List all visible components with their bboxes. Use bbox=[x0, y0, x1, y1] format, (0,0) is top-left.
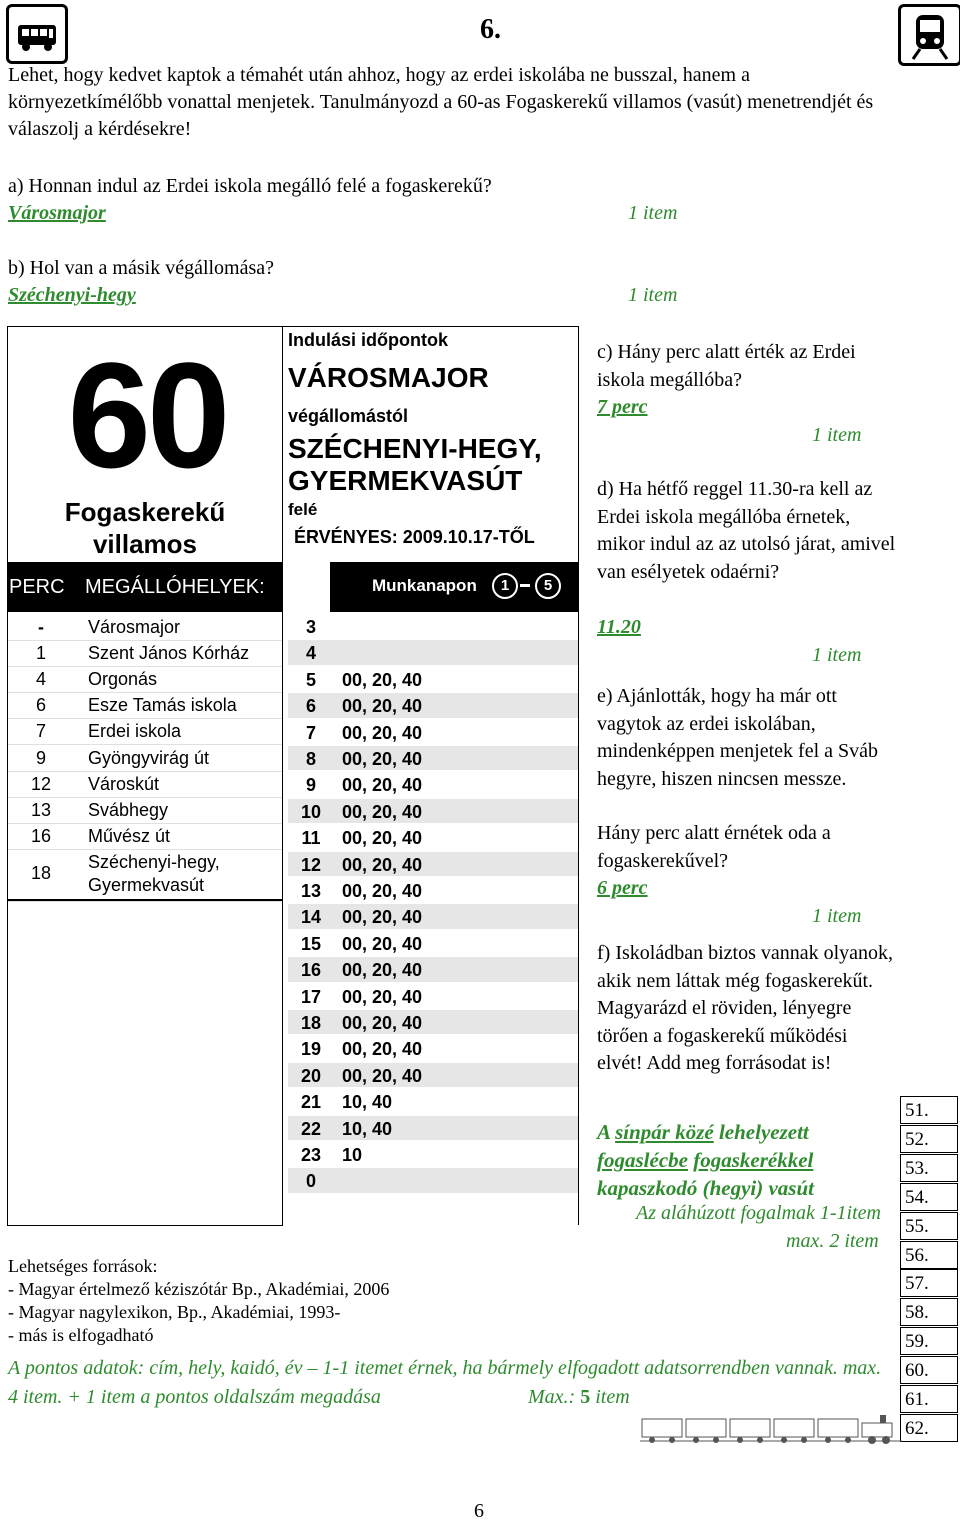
answer-text: kapaszkodó (hegyi) vasút bbox=[597, 1176, 814, 1200]
valid-from: ÉRVÉNYES: 2009.10.17-TŐL bbox=[294, 527, 535, 547]
score-b: 1 item bbox=[628, 284, 678, 306]
hour: 3 bbox=[305, 617, 316, 637]
answer-c: 7 perc bbox=[597, 396, 648, 418]
time-row bbox=[288, 984, 578, 1008]
stop-row bbox=[8, 718, 282, 745]
question-c: c) Hány perc alatt érték az Erdei iskola megállóba? bbox=[597, 341, 856, 391]
stop-row bbox=[8, 849, 282, 902]
from-station: VÁROSMAJOR bbox=[288, 362, 489, 393]
time-row bbox=[288, 772, 578, 796]
question-d: d) Ha hétfő reggel 11.30-ra kell az Erdei iskola megállóba érnetek, mikor indul az az utolsó járat, amivel van esélyetek odaérni? bbox=[597, 478, 896, 583]
to-station-2: GYERMEKVASÚT bbox=[288, 465, 523, 496]
number-box: 54. bbox=[900, 1183, 958, 1211]
stop-row bbox=[8, 640, 282, 667]
intro-text: Lehet, hogy kedvet kaptok a témahét után ahhoz, hogy az erdei iskolába ne busszal, hanem a környezetkímélőbb vonattal menjetek. Tanulmányozd a 60-as Fogaskerekű villamos (vasút) menetrendjét és válaszolj a kérdésekre! bbox=[8, 64, 874, 140]
stop-row bbox=[8, 797, 282, 824]
minutes: 00, 20, 40 bbox=[342, 1013, 423, 1033]
time-row bbox=[288, 931, 578, 955]
hour: 21 bbox=[300, 1092, 322, 1113]
note-f-1: Az aláhúzott fogalmak 1-1item bbox=[636, 1202, 881, 1224]
number-box: 60. bbox=[900, 1356, 958, 1384]
footer-max-number: 5 bbox=[580, 1386, 591, 1408]
stop-minutes: 12 bbox=[30, 773, 52, 794]
hour: 0 bbox=[305, 1171, 316, 1192]
stop-row bbox=[8, 745, 282, 772]
stops-header-bar bbox=[7, 562, 282, 612]
time-row bbox=[288, 1142, 578, 1166]
minutes: 00, 20, 40 bbox=[342, 881, 423, 901]
underlined-term: sínpár közé bbox=[615, 1120, 714, 1144]
minutes: 00, 20, 40 bbox=[342, 696, 423, 717]
footer-max-suffix: item bbox=[590, 1386, 630, 1408]
stop-name: Gyöngyvirág út bbox=[88, 747, 210, 768]
hour: 14 bbox=[300, 907, 322, 928]
hour: 7 bbox=[305, 722, 316, 743]
stops-bottom-line bbox=[8, 899, 282, 901]
number-box: 56. bbox=[900, 1241, 958, 1269]
stop-row bbox=[8, 692, 282, 719]
answer-text: A bbox=[597, 1120, 616, 1144]
minutes: 00, 20, 40 bbox=[342, 801, 423, 822]
footer-max bbox=[528, 1386, 630, 1409]
minutes: 00, 20, 40 bbox=[342, 1065, 423, 1086]
time-row bbox=[288, 614, 578, 638]
minutes: 10 bbox=[342, 1145, 363, 1165]
minutes: 10, 40 bbox=[342, 1118, 393, 1139]
hour: 8 bbox=[305, 749, 316, 769]
page-number-bottom: 6 bbox=[474, 1500, 484, 1522]
hour: 19 bbox=[300, 1039, 322, 1060]
minutes: 00, 20, 40 bbox=[342, 986, 423, 1007]
minutes: 00, 20, 40 bbox=[342, 828, 423, 849]
minutes: 00, 20, 40 bbox=[342, 722, 423, 743]
hour: 23 bbox=[300, 1145, 322, 1165]
minutes: 00, 20, 40 bbox=[342, 749, 423, 769]
number-box: 53. bbox=[900, 1154, 958, 1182]
time-row bbox=[288, 640, 578, 664]
line-number: 60 bbox=[67, 331, 227, 499]
time-row bbox=[288, 957, 578, 981]
header-gap bbox=[282, 562, 331, 612]
hour: 18 bbox=[300, 1013, 322, 1033]
stop-minutes: 18 bbox=[30, 862, 52, 883]
stop-name: Szent János Kórház bbox=[88, 643, 250, 664]
minutes: 00, 20, 40 bbox=[342, 854, 423, 875]
answer-text: lehelyezett bbox=[713, 1120, 809, 1144]
time-row bbox=[288, 825, 578, 849]
stop-name: Művész út bbox=[88, 825, 171, 846]
stop-row bbox=[8, 614, 282, 641]
workday-label: Munkanapon bbox=[372, 576, 477, 595]
number-box: 52. bbox=[900, 1125, 958, 1153]
hour: 22 bbox=[300, 1118, 322, 1139]
to-suffix: felé bbox=[288, 500, 318, 519]
line-name bbox=[40, 496, 250, 560]
number-box: 55. bbox=[900, 1212, 958, 1240]
underlined-term: fogaskerékkel bbox=[693, 1148, 814, 1172]
stop-minutes: 6 bbox=[35, 695, 46, 716]
workday-header-bar bbox=[330, 562, 578, 612]
footer-line-2: 4 item. + 1 item a pontos oldalszám megadása bbox=[8, 1386, 381, 1408]
answer-e: 6 perc bbox=[597, 877, 648, 899]
minutes: 00, 20, 40 bbox=[342, 1039, 423, 1060]
hour: 5 bbox=[305, 669, 316, 690]
stop-name: Városmajor bbox=[88, 617, 181, 637]
question-e: e) Ajánlották, hogy ha már ott vagytok az erdei iskolában, mindenképpen menjetek fel a Sváb hegyre, hiszen nincsen messze. bbox=[597, 685, 879, 790]
source-2: - Magyar nagylexikon, Bp., Akadémiai, 1993- bbox=[8, 1302, 341, 1322]
number-box: 59. bbox=[900, 1327, 958, 1355]
time-row bbox=[288, 852, 578, 876]
hour: 13 bbox=[300, 881, 322, 901]
minutes: 10, 40 bbox=[342, 1092, 393, 1113]
sources-title: Lehetséges források: bbox=[8, 1256, 158, 1276]
number-box: 58. bbox=[900, 1298, 958, 1326]
time-row bbox=[288, 878, 578, 902]
footer-line-1: A pontos adatok: cím, hely, kaidó, év – 1-1 itemet érnek, ha bármely elfogadott adatsorrendben vannak. max. bbox=[8, 1357, 882, 1379]
minutes: 00, 20, 40 bbox=[342, 775, 423, 796]
time-row bbox=[288, 1168, 578, 1192]
question-e-2: Hány perc alatt érnétek oda a fogaskerekűvel? bbox=[597, 822, 831, 872]
answer-a: Városmajor bbox=[8, 202, 106, 224]
line-name-1: Fogaskerekű bbox=[64, 497, 226, 527]
stop-name: Svábhegy bbox=[88, 799, 169, 820]
time-row bbox=[288, 904, 578, 928]
hour: 10 bbox=[300, 801, 322, 822]
number-box: 51. bbox=[900, 1096, 958, 1124]
day-1-icon: 1 bbox=[492, 573, 518, 599]
minutes: 00, 20, 40 bbox=[342, 907, 423, 928]
stop-minutes: - bbox=[38, 617, 44, 637]
footer-max-prefix: Max.: bbox=[528, 1386, 581, 1408]
question-f: f) Iskoládban biztos vannak olyanok, akik nem láttak még fogaskerekűt. Magyarázd el röviden, lényegre törően a fogaskerekű működési elvét! Add meg forrásodat is! bbox=[597, 942, 894, 1074]
hour: 16 bbox=[300, 960, 322, 981]
hour: 9 bbox=[305, 775, 316, 796]
bus-icon bbox=[6, 4, 68, 64]
line-name-2: villamos bbox=[92, 529, 198, 559]
stop-minutes: 1 bbox=[35, 643, 46, 664]
time-row bbox=[288, 799, 578, 823]
stop-row bbox=[8, 771, 282, 798]
minutes: 00, 20, 40 bbox=[342, 933, 423, 954]
hour: 12 bbox=[300, 854, 322, 875]
score-a: 1 item bbox=[628, 202, 678, 224]
time-row bbox=[288, 667, 578, 691]
train-icon bbox=[898, 4, 960, 66]
source-3: - más is elfogadható bbox=[8, 1325, 154, 1345]
stop-name: Orgonás bbox=[88, 669, 158, 690]
number-box: 57. bbox=[900, 1269, 958, 1297]
col-perc: PERC bbox=[9, 576, 65, 598]
time-row bbox=[288, 1089, 578, 1113]
score-e: 1 item bbox=[812, 905, 862, 927]
question-b: b) Hol van a másik végállomása? bbox=[8, 257, 275, 279]
underlined-term: fogaslécbe bbox=[597, 1148, 688, 1172]
time-row bbox=[288, 1010, 578, 1034]
source-1: - Magyar értelmező kéziszótár Bp., Akadémiai, 2006 bbox=[8, 1279, 390, 1299]
time-row bbox=[288, 746, 578, 770]
stop-minutes: 16 bbox=[30, 825, 52, 846]
time-row bbox=[288, 720, 578, 744]
stop-name: Erdei iskola bbox=[88, 721, 182, 742]
time-row bbox=[288, 1116, 578, 1140]
hour: 15 bbox=[300, 933, 322, 954]
question-a: a) Honnan indul az Erdei iskola megálló felé a fogaskerekű? bbox=[8, 175, 492, 197]
hour: 17 bbox=[300, 986, 322, 1007]
time-row bbox=[288, 1036, 578, 1060]
stop-minutes: 7 bbox=[35, 721, 46, 742]
departure-label: Indulási időpontok bbox=[288, 330, 448, 350]
stop-row bbox=[8, 823, 282, 850]
to-station-1: SZÉCHENYI-HEGY, bbox=[288, 433, 542, 464]
day-5-icon: 5 bbox=[535, 573, 561, 599]
stop-name: Esze Tamás iskola bbox=[88, 695, 237, 716]
score-d: 1 item bbox=[812, 644, 862, 666]
hour: 4 bbox=[305, 643, 316, 664]
minutes: 00, 20, 40 bbox=[342, 960, 423, 981]
stop-minutes: 4 bbox=[35, 669, 46, 690]
from-suffix: végállomástól bbox=[288, 406, 409, 426]
stop-name: Széchenyi-hegy, bbox=[88, 851, 220, 872]
note-f-2: max. 2 item bbox=[786, 1230, 879, 1252]
stop-minutes: 9 bbox=[35, 747, 46, 768]
stop-minutes: 13 bbox=[30, 799, 52, 820]
hour: 20 bbox=[300, 1065, 322, 1086]
stop-name-line-2: Gyermekvasút bbox=[88, 874, 205, 895]
dash-icon bbox=[520, 584, 530, 587]
number-box: 61. bbox=[900, 1385, 958, 1413]
stop-row bbox=[8, 666, 282, 693]
hour: 6 bbox=[305, 696, 316, 717]
col-stops: MEGÁLLÓHELYEK: bbox=[85, 576, 265, 598]
answer-d: 11.20 bbox=[597, 616, 641, 638]
stop-name: Városkút bbox=[88, 773, 160, 794]
time-row bbox=[288, 1063, 578, 1087]
minutes: 00, 20, 40 bbox=[342, 669, 423, 690]
answer-f bbox=[597, 1118, 887, 1202]
time-row bbox=[288, 693, 578, 717]
page-number-top: 6. bbox=[480, 14, 501, 45]
number-box: 62. bbox=[900, 1414, 958, 1442]
answer-b: Széchenyi-hegy bbox=[8, 284, 136, 306]
score-c: 1 item bbox=[812, 424, 862, 446]
hour: 11 bbox=[301, 828, 321, 849]
train-drawing-icon bbox=[640, 1413, 902, 1445]
